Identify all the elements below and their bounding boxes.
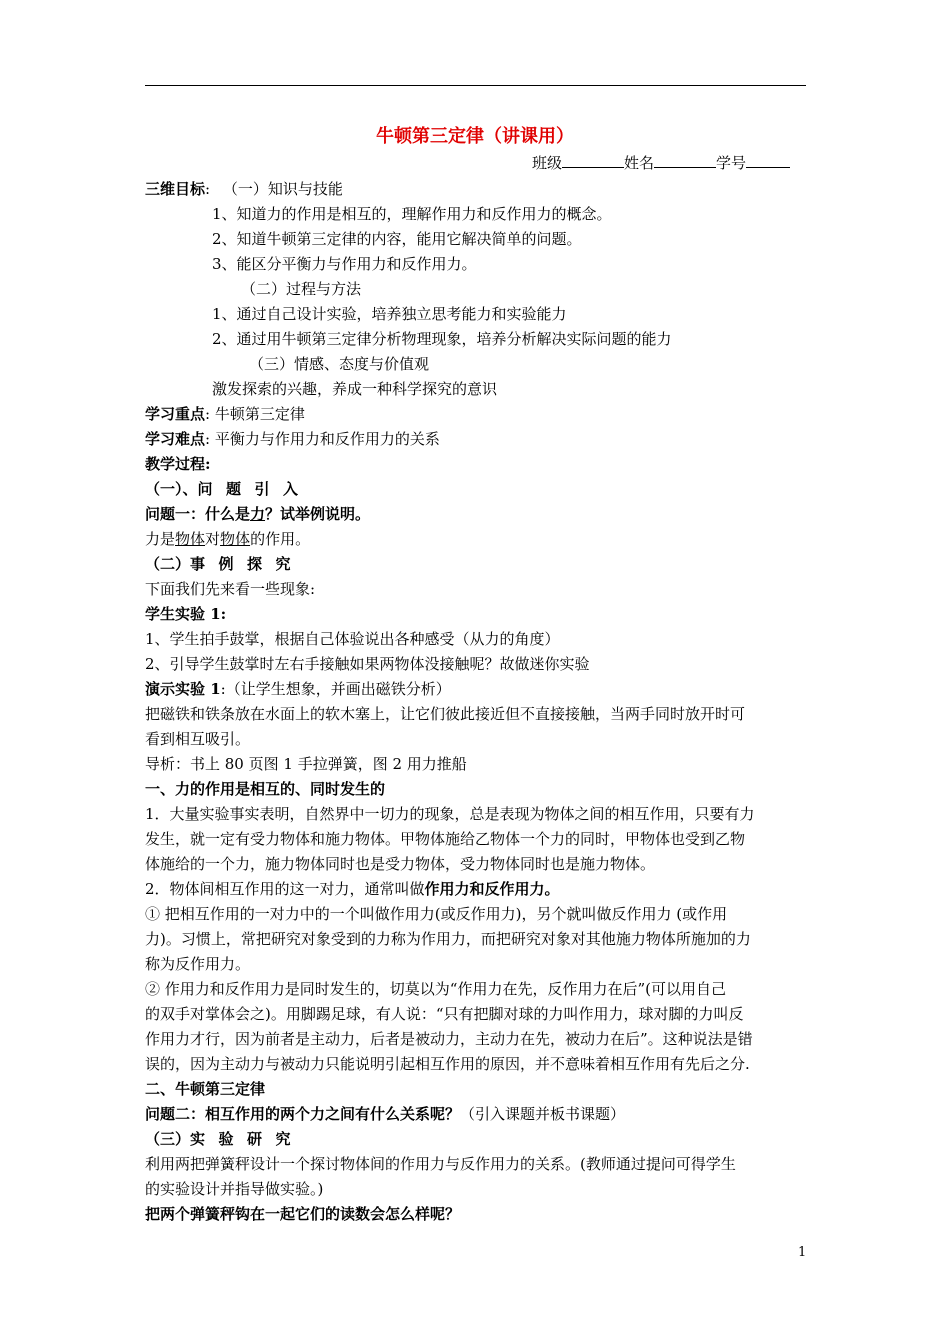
para-4-line-3: 作用力才行，因为前者是主动力，后者是被动力，主动力在先，被动力在后”。这种说法是错	[145, 1030, 753, 1048]
goals-heading: 三维目标	[145, 180, 206, 198]
section-1-heading: 一、力的作用是相互的、同时发生的	[145, 780, 386, 798]
difficulty-label: 学习难点	[145, 430, 206, 448]
question-1	[145, 503, 370, 524]
name-blank	[654, 153, 716, 168]
header-rule	[145, 85, 806, 86]
focus-line	[145, 403, 305, 424]
guide-line: 导析：书上 80 页图 1 手拉弹簧，图 2 用力推船	[145, 755, 467, 773]
page-title: 牛顿第三定律（讲课用）	[376, 126, 574, 147]
a1-part-c: 对	[205, 530, 221, 548]
goals-sec1: （一）知识与技能	[222, 180, 343, 198]
q1-part-c: ？试举例说明。	[265, 505, 371, 523]
goal-2-2: 2、通过用牛顿第三定律分析物理现象，培养分析解决实际问题的能力	[212, 330, 672, 348]
student-info	[532, 152, 790, 173]
part2-heading	[145, 553, 304, 574]
goal-1-3: 3、能区分平衡力与作用力和反作用力。	[212, 255, 477, 273]
part1-heading	[145, 478, 312, 499]
para-1-line-1: 1．大量实验事实表明，自然界中一切力的现象，总是表现为物体之间的相互作用，只要有力	[145, 805, 755, 823]
exp1-title: 学生实验 1:	[145, 605, 227, 623]
goals-sec2: （二）过程与方法	[241, 280, 362, 298]
para-3-line-2: 力)。习惯上，常把研究对象受到的力称为作用力，而把研究对象对其他施力物体所施加的力	[145, 930, 751, 948]
a1-part-a: 力是	[145, 530, 176, 548]
focus-sep: :	[205, 405, 211, 423]
para-3-line-1: ① 把相互作用的一对力中的一个叫做作用力(或反作用力)，另个就叫做反作用力 (或作用	[145, 905, 728, 923]
para-2-term: 作用力和反作用力。	[424, 880, 560, 898]
para-4-line-2: 的双手对掌体会之)。用脚踢足球，有人说：“只有把脚对球的力叫作用力，球对脚的力叫反	[145, 1005, 744, 1023]
demo1-note: :（让学生想象，并画出磁铁分析）	[220, 680, 451, 698]
exp1-item-2: 2、引导学生鼓掌时左右手接触如果两物体没接触呢？故做迷你实验	[145, 655, 590, 673]
id-label: 学号	[716, 154, 747, 172]
para-4-line-1: ② 作用力和反作用力是同时发生的，切莫以为“作用力在先，反作用力在后”(可以用自己	[145, 980, 726, 998]
id-blank	[746, 153, 790, 168]
goals-sec3: （三）情感、态度与价值观	[249, 355, 430, 373]
para-2-text: 2．物体间相互作用的这一对力，通常叫做	[145, 880, 425, 898]
difficulty-line	[145, 428, 440, 449]
demo1-text-1: 把磁铁和铁条放在水面上的软木塞上，让它们彼此接近但不直接接触，当两手同时放开时可	[145, 705, 746, 723]
para-1-line-3: 体施给的一个力，施力物体同时也是受力物体，受力物体同时也是施力物体。	[145, 855, 656, 873]
intro-2: 下面我们先来看一些现象:	[145, 580, 316, 598]
focus-text: 牛顿第三定律	[214, 405, 305, 423]
class-blank	[562, 153, 624, 168]
para-5-line-1: 利用两把弹簧秤设计一个探讨物体间的作用力与反作用力的关系。(教师通过提问可得学生	[145, 1155, 736, 1173]
goal-2-1: 1、通过自己设计实验，培养独立思考能力和实验能力	[212, 305, 567, 323]
goals-heading-line	[145, 178, 343, 199]
goal-1-1: 1、知道力的作用是相互的，理解作用力和反作用力的概念。	[212, 205, 612, 223]
demo1-text-2: 看到相互吸引。	[145, 730, 251, 748]
part1-prefix: （一）、	[145, 480, 198, 498]
q2-text: 问题二：相互作用的两个力之间有什么关系呢？	[145, 1105, 461, 1123]
difficulty-sep: :	[205, 430, 211, 448]
q1-part-a: 问题一：什么是	[145, 505, 251, 523]
last-question: 把两个弹簧秤钩在一起它们的读数会怎么样呢？	[145, 1205, 461, 1223]
part3-prefix: （三）	[145, 1130, 191, 1148]
difficulty-text: 平衡力与作用力和反作用力的关系	[214, 430, 440, 448]
answer-1	[145, 528, 310, 549]
para-3-line-3: 称为反作用力。	[145, 955, 251, 973]
part1-label: 问题引入	[197, 480, 312, 498]
q2-note: （引入课题并板书课题）	[460, 1105, 626, 1123]
a1-keyword-2: 物体	[220, 530, 251, 548]
a1-keyword-1: 物体	[175, 530, 206, 548]
class-label: 班级	[532, 154, 563, 172]
a1-part-e: 的作用。	[250, 530, 311, 548]
goal-1-2: 2、知道牛顿第三定律的内容，能用它解决简单的问题。	[212, 230, 582, 248]
focus-label: 学习重点	[145, 405, 206, 423]
part2-label: 事例探究	[190, 555, 305, 573]
page-number: 1	[798, 1245, 807, 1260]
process-heading: 教学过程:	[145, 455, 211, 473]
para-2	[145, 878, 560, 899]
q1-keyword: 力	[250, 505, 266, 523]
demo1-line	[145, 678, 451, 699]
goal-3-1: 激发探索的兴趣，养成一种科学探究的意识	[212, 380, 498, 398]
demo1-label: 演示实验 1	[145, 680, 221, 698]
part2-prefix: （二）	[145, 555, 191, 573]
section-2-heading: 二、牛顿第三定律	[145, 1080, 266, 1098]
name-label: 姓名	[624, 154, 655, 172]
para-4-line-4: 误的，因为主动力与被动力只能说明引起相互作用的原因，并不意味着相互作用有先后之分.	[145, 1055, 750, 1073]
part3-label: 实验研究	[190, 1130, 305, 1148]
question-2	[145, 1103, 625, 1124]
part3-heading	[145, 1128, 304, 1149]
exp1-item-1: 1、学生拍手鼓掌，根据自己体验说出各种感受（从力的角度）	[145, 630, 560, 648]
goals-sep: :	[205, 180, 211, 198]
para-1-line-2: 发生，就一定有受力物体和施力物体。甲物体施给乙物体一个力的同时，甲物体也受到乙物	[145, 830, 746, 848]
para-5-line-2: 的实验设计并指导做实验。)	[145, 1180, 324, 1198]
